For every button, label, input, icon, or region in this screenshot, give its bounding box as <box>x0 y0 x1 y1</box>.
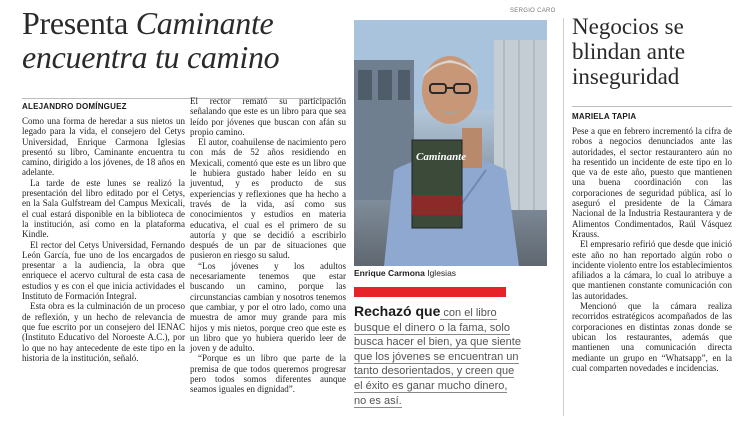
author-photo <box>354 20 547 266</box>
quote-line: que los jóvenes se encuentran un <box>354 350 519 363</box>
paragraph: Como una forma de heredar a sus nietos un legado para la vida, el consejero del Cetys Universidad, Enrique Carmona Iglesias presentó su libro, Caminante encuentra tu camino, dirigido a los jóvenes, de 18 años en adelante. <box>22 116 185 178</box>
headline-part-c: encuentra tu camino <box>22 39 280 75</box>
quote-line: busca hacer el bien, ya que siente <box>354 336 521 349</box>
paragraph: “Porque es un libro que parte de la premisa de que todos queremos progresar pero todos somos diferentes aunque seamos iguales en dignidad”. <box>190 353 346 395</box>
caption-name: Enrique Carmona <box>354 268 425 278</box>
paragraph: El autor, coahuilense de nacimiento pero con más de 52 años residiendo en Mexicali, comentó que este es un libro que le hubiera gustado haber leído en su juventud, y es producto de sus experiencias y reflexiones que ha hecho a través de la vida, así como sus conocimientos y estudios en materia educativa, el cual es el primero de su autoría y que se decidió a escribirlo después de un par de situaciones que pusieron en riesgo su salud. <box>190 137 346 261</box>
paragraph: El rector remató su participación señalando que este es un libro para que sea leído por jóvenes que buscan con afán su propio camino. <box>190 96 346 137</box>
article-column-1 <box>22 116 185 363</box>
paragraph: Mencionó que la cámara realiza recorridos estratégicos acompañados de las corporaciones en distintas zonas donde se ubican los restaurantes, además que mantienen una comunicación directa mediante un grupo en “Whatsapp”, en la cual comparten novedades e incidencias. <box>572 301 732 373</box>
headline-part-b: Caminante <box>135 5 274 41</box>
paragraph: La tarde de este lunes se realizó la presentación del libro editado por el Cetys, en la Sala Gulfstream del Campus Mexicali, el cual estará disponible en la biblioteca de la institución, así como en la plataforma Kindle. <box>22 177 185 240</box>
quote-accent-bar <box>354 287 506 297</box>
column-divider <box>563 18 564 416</box>
quote-line: no es así. <box>354 394 402 407</box>
pull-quote <box>354 304 547 408</box>
photo-credit: SERGIO CARO <box>510 8 556 14</box>
quote-line: tanto desorientados, y creen que <box>354 365 515 378</box>
article-column-2 <box>190 96 346 395</box>
quote-line: el éxito es ganar mucho dinero, <box>354 379 508 392</box>
paragraph: “Los jóvenes y los adultos necesariamente tenemos que estar buscando un camino, porque las circunstancias cambian y nosotros tenemos que cambiar, y por el otro lado, como una muestra de amor muy grande para mis hijos y mis nietos, porque creo que este es un libro que yo hubiera querido leer de joven y de adulto. <box>190 260 346 354</box>
paragraph: Esta obra es la culminación de un proceso de reflexión, y un hecho de relevancia de que fue escrito por un consejero del IENAC (Instituto Educativo del Noroeste A.C.), por lo que no hay antecedente de este tipo en la historia de la institución, señaló. <box>22 301 185 363</box>
caption-rest: Iglesias <box>424 268 457 278</box>
article-byline: ALEJANDRO DOMÍNGUEZ <box>22 102 127 111</box>
author-illustration <box>354 20 547 266</box>
side-byline-rule <box>572 106 732 107</box>
quote-line: con el libro <box>440 307 497 319</box>
side-article-column <box>572 126 732 373</box>
side-article-byline: MARIELA TAPIA <box>572 112 637 121</box>
paragraph: Pese a que en febrero incrementó la cifra de robos a negocios denunciados ante las autoridades, el sector restaurantero aún no ha resentido un incidente de este tipo en lo que va de este año, puesto que mantienen una buena coordinación con las corporaciones de seguridad pública, así lo aseguró el presidente de la Cámara Nacional de la Industria Restaurantera y de Alimentos Condimentados, Raúl Vásquez Krauss. <box>572 126 732 239</box>
quote-line: busque el dinero o la fama, solo <box>354 321 510 334</box>
paragraph: El empresario refirió que desde que inició este año no han reportado algún robo o incidente violento entre los establecimientos afiliados a la cámara, lo cual lo atribuye a que mantienen constante comunicación con las autoridades. <box>572 239 732 301</box>
paragraph: El rector del Cetys Universidad, Fernando León García, fue uno de los encargados de presentar a la audiencia, la obra que enriquece el acervo cultural de esta casa de estudios y es con el que inicia actividades el Instituto de Formación Integral. <box>22 239 185 302</box>
book-cover-title: Caminante <box>416 151 467 163</box>
photo-caption <box>354 268 547 278</box>
quote-lead: Rechazó que <box>354 303 441 319</box>
side-article-headline: Negocios se blindan ante inseguridad <box>572 14 686 89</box>
article-headline <box>22 6 344 74</box>
headline-part-a: Presenta <box>22 5 136 41</box>
